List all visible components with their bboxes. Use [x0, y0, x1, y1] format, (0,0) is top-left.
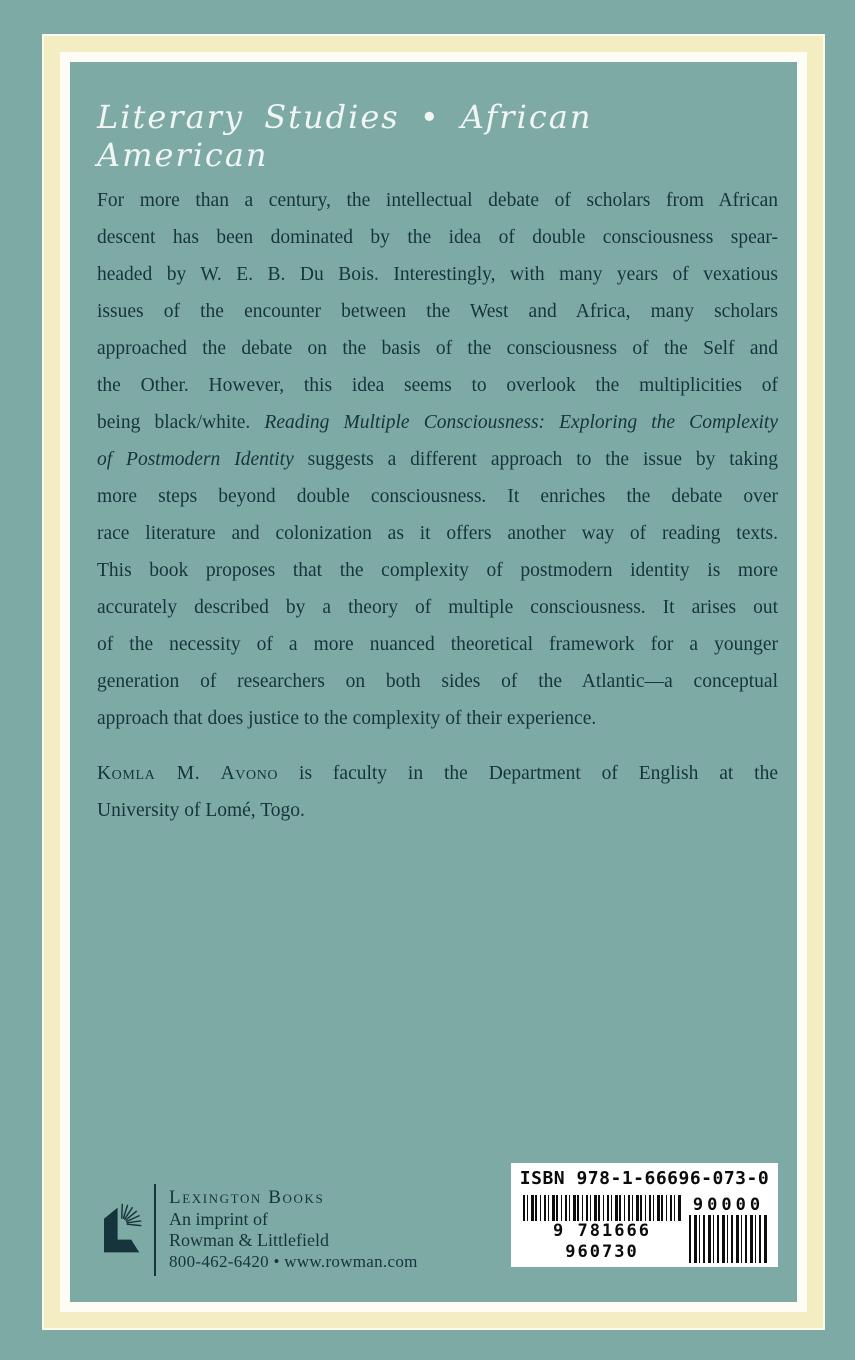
cover-frame-cream-band	[42, 34, 825, 1330]
text-line: being black/white. Reading Multiple Consciousness: Exploring the Complexity	[97, 412, 778, 433]
text-line: headed by W. E. B. Du Bois. Interestingly, with many years of vexatious	[97, 264, 778, 285]
price-addon-barcode	[689, 1195, 768, 1263]
imprint-line-2: Rowman & Littlefield	[169, 1230, 329, 1250]
publisher-contact: 800-462-6420 • www.rowman.com	[169, 1252, 418, 1271]
publisher-divider	[154, 1184, 156, 1276]
isbn-label: ISBN 978-1-66696-073-0	[519, 1168, 770, 1189]
text-line: approached the debate on the basis of the consciousness of the Self and	[97, 338, 778, 359]
ean13-barcode	[523, 1195, 681, 1263]
ean13-digits: 9 781666 960730	[553, 1221, 651, 1262]
text-line: accurately described by a theory of multiple consciousness. It arises out	[97, 597, 778, 618]
text-line: the Other. However, this idea seems to overlook the multiplicities of	[97, 375, 778, 396]
text-line: University of Lomé, Togo.	[97, 800, 305, 821]
text-line: issues of the encounter between the West and Africa, many scholars	[97, 301, 778, 322]
cover-frame-white-band	[60, 52, 807, 1312]
book-description	[97, 182, 778, 737]
text-line: descent has been dominated by the idea of double consciousness spear-	[97, 227, 778, 248]
addon-bars	[689, 1215, 768, 1263]
text-line: This book proposes that the complexity of postmodern identity is more	[97, 560, 778, 581]
text-line: more steps beyond double consciousness. It enriches the debate over	[97, 486, 778, 507]
text-line: Komla M. Avono is faculty in the Department of English at the	[97, 763, 778, 784]
addon-value: 90000	[692, 1195, 765, 1215]
text-line: generation of researchers on both sides of the Atlantic—a conceptual	[97, 671, 778, 692]
publisher-text	[169, 1187, 418, 1273]
lexington-books-logo-icon	[96, 1199, 144, 1261]
category-header: Literary Studies • African American	[97, 98, 593, 174]
cover-inner-panel	[70, 62, 797, 1302]
ean13-bars	[523, 1195, 681, 1221]
text-line: approach that does justice to the complexity of their experience.	[97, 708, 597, 729]
barcode-box	[511, 1163, 778, 1267]
text-line: For more than a century, the intellectual debate of scholars from African	[97, 190, 778, 211]
imprint-line-1: An imprint of	[169, 1209, 268, 1229]
author-bio	[97, 755, 778, 829]
text-line: of Postmodern Identity suggests a different approach to the issue by taking	[97, 449, 778, 470]
publisher-block	[96, 1184, 418, 1276]
text-line: race literature and colonization as it offers another way of reading texts.	[97, 523, 778, 544]
publisher-name: Lexington Books	[169, 1187, 325, 1208]
text-line: of the necessity of a more nuanced theoretical framework for a younger	[97, 634, 778, 655]
barcode-bars-row	[523, 1195, 768, 1263]
